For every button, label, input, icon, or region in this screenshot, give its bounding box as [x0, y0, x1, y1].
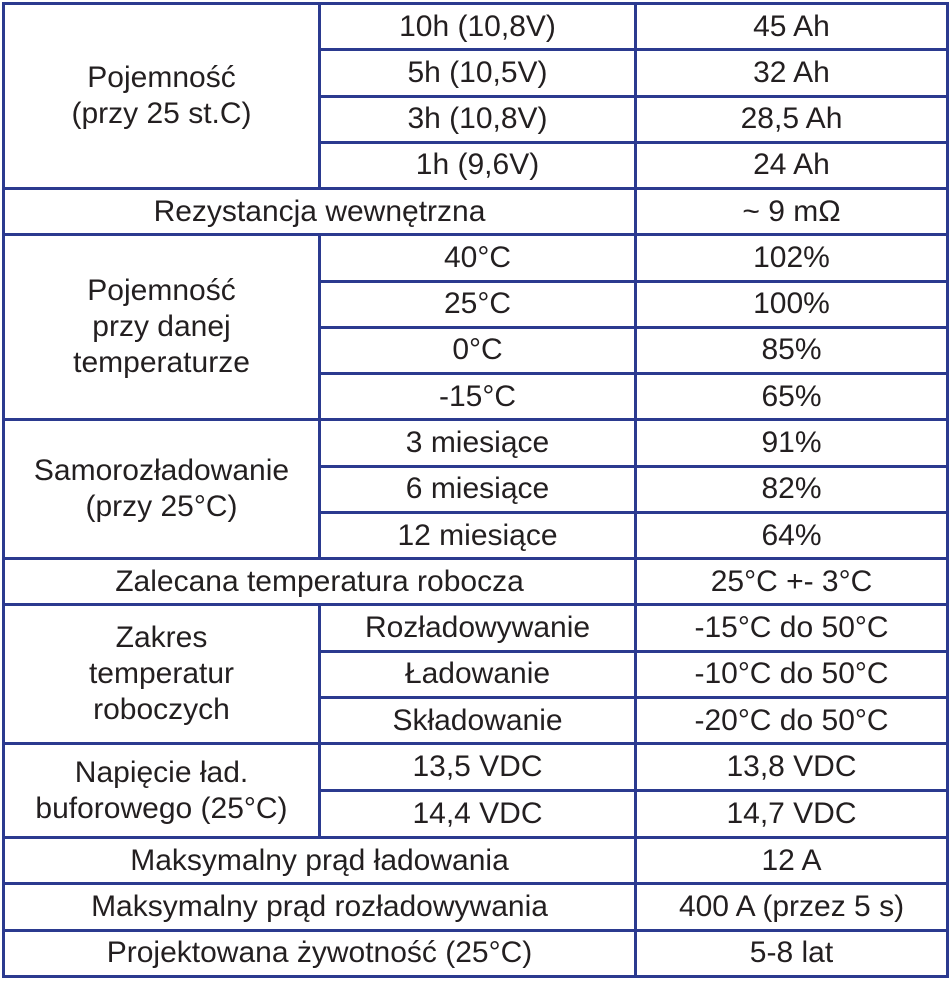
self-discharge-value-cell: 82%: [636, 466, 948, 512]
recommended-temp-label: Zalecana temperatura robocza: [4, 559, 636, 605]
table-row: [4, 930, 948, 976]
float-voltage-max-cell: 13,8 VDC: [636, 744, 948, 791]
table-row: [4, 744, 948, 791]
capacity-rate-cell: 10h (10,8V): [320, 4, 636, 50]
operating-range-value-cell: -20°C do 50°C: [636, 697, 948, 743]
table-row: [4, 838, 948, 884]
self-discharge-value-cell: 91%: [636, 420, 948, 466]
temp-capacity-value-cell: 85%: [636, 327, 948, 373]
resistance-value: ~ 9 mΩ: [636, 189, 948, 235]
operating-range-value-cell: -15°C do 50°C: [636, 605, 948, 651]
table-row: [4, 4, 948, 50]
capacity-rate-cell: 1h (9,6V): [320, 142, 636, 188]
self-discharge-period-cell: 12 miesiące: [320, 512, 636, 558]
max-discharge-value: 400 A (przez 5 s): [636, 884, 948, 930]
float-voltage-min-cell: 14,4 VDC: [320, 791, 636, 838]
table-row: [4, 189, 948, 235]
float-voltage-min-cell: 13,5 VDC: [320, 744, 636, 791]
max-charge-label: Maksymalny prąd ładowania: [4, 838, 636, 884]
capacity-value-cell: 45 Ah: [636, 4, 948, 50]
capacity-label: Pojemność (przy 25 st.C): [4, 4, 320, 189]
self-discharge-period-cell: 3 miesiące: [320, 420, 636, 466]
temp-capacity-value-cell: 102%: [636, 235, 948, 281]
table-row: [4, 420, 948, 466]
table-row: [4, 884, 948, 930]
float-voltage-label: Napięcie ład. buforowego (25°C): [4, 744, 320, 838]
lifetime-value: 5-8 lat: [636, 930, 948, 976]
operating-range-mode-cell: Rozładowywanie: [320, 605, 636, 651]
self-discharge-label: Samorozładowanie (przy 25°C): [4, 420, 320, 559]
max-charge-value: 12 A: [636, 838, 948, 884]
table-row: [4, 559, 948, 605]
operating-range-value-cell: -10°C do 50°C: [636, 651, 948, 697]
lifetime-label: Projektowana żywotność (25°C): [4, 930, 636, 976]
resistance-label: Rezystancja wewnętrzna: [4, 189, 636, 235]
temp-capacity-label: Pojemność przy danej temperaturze: [4, 235, 320, 420]
operating-range-mode-cell: Składowanie: [320, 697, 636, 743]
temp-capacity-temp-cell: -15°C: [320, 374, 636, 420]
table-row: [4, 605, 948, 651]
capacity-value-cell: 32 Ah: [636, 50, 948, 96]
recommended-temp-value: 25°C +- 3°C: [636, 559, 948, 605]
temp-capacity-temp-cell: 25°C: [320, 281, 636, 327]
table-row: [4, 235, 948, 281]
temp-capacity-temp-cell: 0°C: [320, 327, 636, 373]
capacity-rate-cell: 3h (10,8V): [320, 96, 636, 142]
capacity-value-cell: 28,5 Ah: [636, 96, 948, 142]
temp-capacity-value-cell: 65%: [636, 374, 948, 420]
self-discharge-period-cell: 6 miesiące: [320, 466, 636, 512]
temp-capacity-value-cell: 100%: [636, 281, 948, 327]
capacity-value-cell: 24 Ah: [636, 142, 948, 188]
float-voltage-max-cell: 14,7 VDC: [636, 791, 948, 838]
operating-range-label: Zakres temperatur roboczych: [4, 605, 320, 744]
operating-range-mode-cell: Ładowanie: [320, 651, 636, 697]
max-discharge-label: Maksymalny prąd rozładowywania: [4, 884, 636, 930]
battery-spec-table: [2, 2, 949, 978]
temp-capacity-temp-cell: 40°C: [320, 235, 636, 281]
capacity-rate-cell: 5h (10,5V): [320, 50, 636, 96]
self-discharge-value-cell: 64%: [636, 512, 948, 558]
